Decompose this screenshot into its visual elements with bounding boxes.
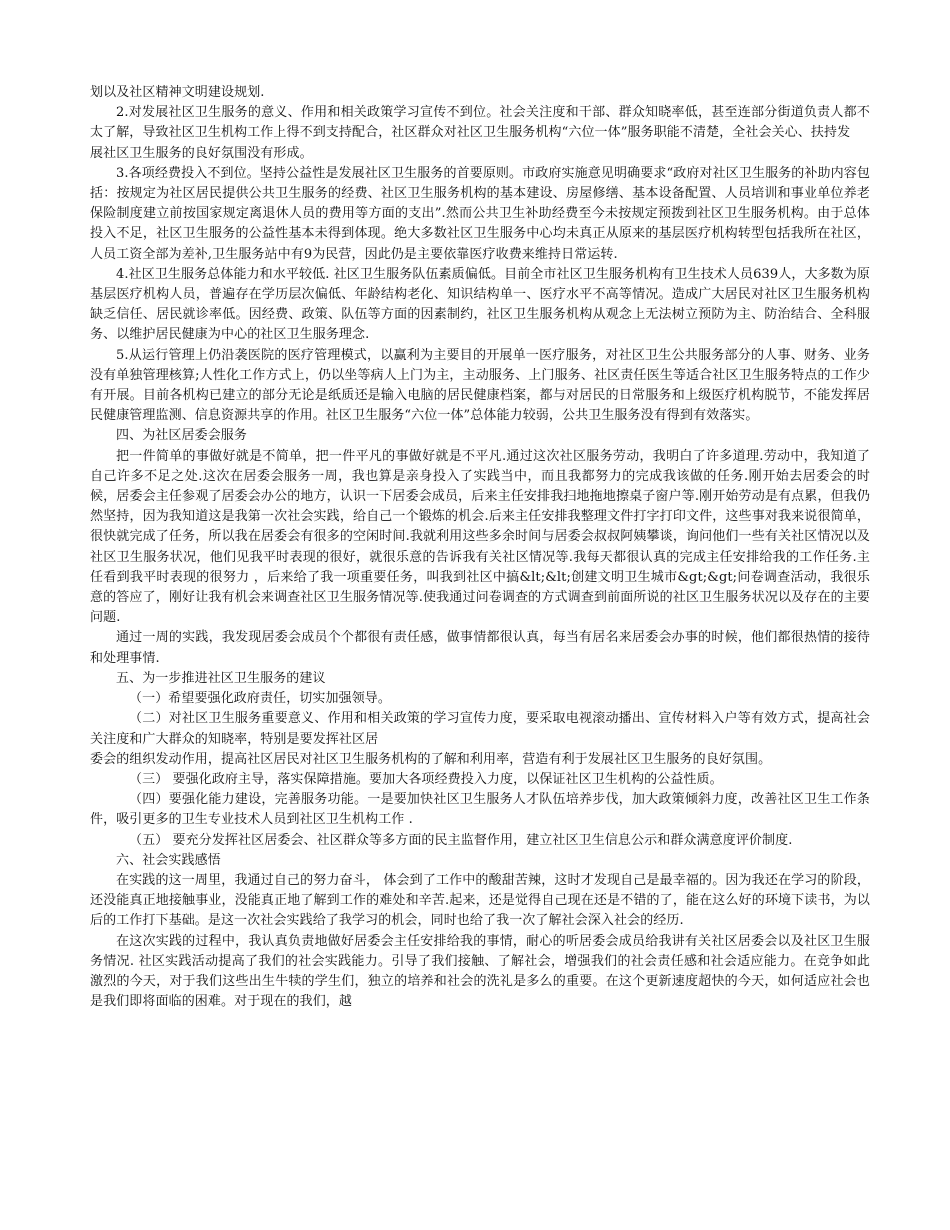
paragraph-4: 3.各项经费投入不到位。坚持公益性是发展社区卫生服务的首要原则。市政府实施意见明确要求“政府对社区卫生服务的补助内容包括：按规定为社区居民提供公共卫生服务的经费、社区卫生服务机构的基本建设、房屋修缮、基本设备配置、人员培训和事业单位养老保险制度建立前按国家规定离退休人员的费用等方面的支出”.然而公共卫生补助经费至今未按规定预拨到社区卫生服务机构。由于总体投入不足，社区卫生服务的公益性基本未得到体现。绝大多数社区卫生服务中心均未真正从原来的基层医疗机构转型包括我所在社区， 人员工资全部为差补,卫生服务站中有9为民营，因此仍是主要依靠医疗收费来维持日常运转. — [90, 165, 870, 262]
paragraph-6: 5.从运行管理上仍沿袭医院的医疗管理模式，以赢利为主要目的开展单一医疗服务，对社区卫生公共服务部分的人事、财务、业务没有单独管理核算;人性化工作方式上，仍以坐等病人上门为主，主动服务、上门服务、社区责任医生等适合社区卫生服务特点的工作少有开展。目前各机构已建立的部分无论是纸质还是输入电脑的居民健康档案，都与对居民的日常服务和上级医疗机构脱节，不能发挥居民健康管理监测、信息资源共享的作用。社区卫生服务“六位一体”总体能力较弱，公共卫生服务没有得到有效落实。 — [90, 347, 870, 424]
section-heading-4: 四、为社区居委会服务 — [116, 428, 248, 444]
document-body — [90, 83, 870, 1012]
paragraph-19: 在这次实践的过程中，我认真负责地做好居委会主任安排给我的事情，耐心的听居委会成员给我讲有关社区居委会以及社区卫生服务情况. 社区实践活动提高了我们的社会实践能力。引导了我们接触、了解社会，增强我们的社会责任感和社会适应能力。在竞争如此激烈的今天，对于我们这些出生牛犊的学生们，独立的培养和社会的洗礼是多么的重要。在这个更新速度超快的今天，如何适应社会也是我们即将面临的困难。对于现在的我们，越 — [90, 933, 870, 1010]
paragraph-9: 通过一周的实践，我发现居委会成员个个都很有责任感，做事情都很认真，每当有居名来居委会办事的时候，他们都很热情的接待和处理事情. — [90, 630, 870, 666]
suggestion-3: （三） 要强化政府主导，落实保障措施。要加大各项经费投入力度，以保证社区卫生机构的公益性质。 — [129, 771, 723, 787]
section-heading-6: 六、社会实践感悟 — [116, 852, 221, 868]
suggestion-5: （五） 要充分发挥社区居委会、社区群众等多方面的民主监督作用，建立社区卫生信息公示和群众满意度评价制度. — [129, 832, 793, 848]
paragraph-1: 划以及社区精神文明建设规划. — [90, 85, 265, 100]
paragraph-2: 2.对发展社区卫生服务的意义、作用和相关政策学习宣传不到位。社会关注度和干部、群众知晓率低，甚至连部分街道负责人都不太了解，导致社区卫生机构工作上得不到支持配合，社区群众对社区卫生服务机构“六位一体”服务职能不清楚，全社会关心、扶持发 — [90, 105, 870, 141]
paragraph-5: 4.社区卫生服务总体能力和水平较低. 社区卫生服务队伍素质偏低。目前全市社区卫生服务机构有卫生技术人员639人，大多数为原基层医疗机构人员，普遍存在学历层次偏低、年龄结构老化、知识结构单一、医疗水平不高等情况。造成广大居民对社区卫生服务机构缺乏信任、居民就诊率低。因经费、政策、队伍等方面的因素制约，社区卫生服务机构从观念上无法树立预防为主、防治结合、全科服务、以维护居民健康为中心的社区卫生服务理念. — [90, 266, 870, 343]
section-heading-5: 五、为一步推进社区卫生服务的建议 — [116, 670, 326, 686]
paragraph-3: 展社区卫生服务的良好氛围没有形成。 — [90, 145, 313, 161]
paragraph-18: 在实践的这一周里，我通过自己的努力奋斗， 体会到了工作中的酸甜苦辣，这时才发现自己是最幸福的。因为我还在学习的阶段，还没能真正地接触事业，没能真正地了解到工作的难处和辛苦.起来，还是觉得自己现在还是不错的了，能在这么好的环境下读书，为以后的工作打下基础。是这一次社会实践给了我学习的机会，同时也给了我一次了解社会深入社会的经历. — [90, 872, 870, 929]
suggestion-4: （四）要强化能力建设，完善服务功能。一是要加快社区卫生服务人才队伍培养步伐，加大政策倾斜力度，改善社区卫生工作条件，吸引更多的卫生专业技术人员到社区卫生机构工作 . — [90, 792, 870, 828]
suggestion-1: （一）希望要强化政府责任，切实加强领导。 — [129, 691, 392, 707]
suggestion-2-cont: 委会的组织发动作用，提高社区居民对社区卫生服务机构的了解和利用率，营造有利于发展社区卫生服务的良好氛围。 — [90, 751, 772, 767]
paragraph-8: 把一件简单的事做好就是不简单，把一件平凡的事做好就是不平凡.通过这次社区服务劳动，我明白了许多道理.劳动中，我知道了自己许多不足之处.这次在居委会服务一周，我也算是亲身投入了实践当中，而且我都努力的完成我该做的任务.刚开始去居委会的时候，居委会主任参观了居委会办公的地方，认识一下居委会成员，后来主任安排我扫地拖地擦桌子窗户等.刚开始劳动是有点累，但我仍然坚持，因为我知道这是我第一次社会实践，给自己一个锻炼的机会.后来主任安排我整理文件打字打印文件，这些事对我来说很简单，很快就完成了任务，所以我在居委会有很多的空闲时间.我就利用这些多余时间与居委会叔叔阿姨攀谈，询问他们一些有关社区情况以及社区卫生服务状况，他们见我平时表现的很好，就很乐意的告诉我有关社区情况等.我每天都很认真的完成主任安排给我的工作任务.主任看到我平时表现的很努力 ，后来给了我一项重要任务，叫我到社区中搞&lt;&lt;创建文明卫生城市&gt;&gt;问卷调查活动，我很乐意的答应了，刚好让我有机会来调查社区卫生服务情况等.使我通过问卷调查的方式调查到前面所说的社区卫生服务状况以及存在的主要问题. — [90, 448, 870, 626]
suggestion-2: （二）对社区卫生服务重要意义、作用和相关政策的学习宣传力度，要采取电视滚动播出、宣传材料入户等有效方式，提高社会关注度和广大群众的知晓率，特别是要发挥社区居 — [90, 711, 870, 747]
